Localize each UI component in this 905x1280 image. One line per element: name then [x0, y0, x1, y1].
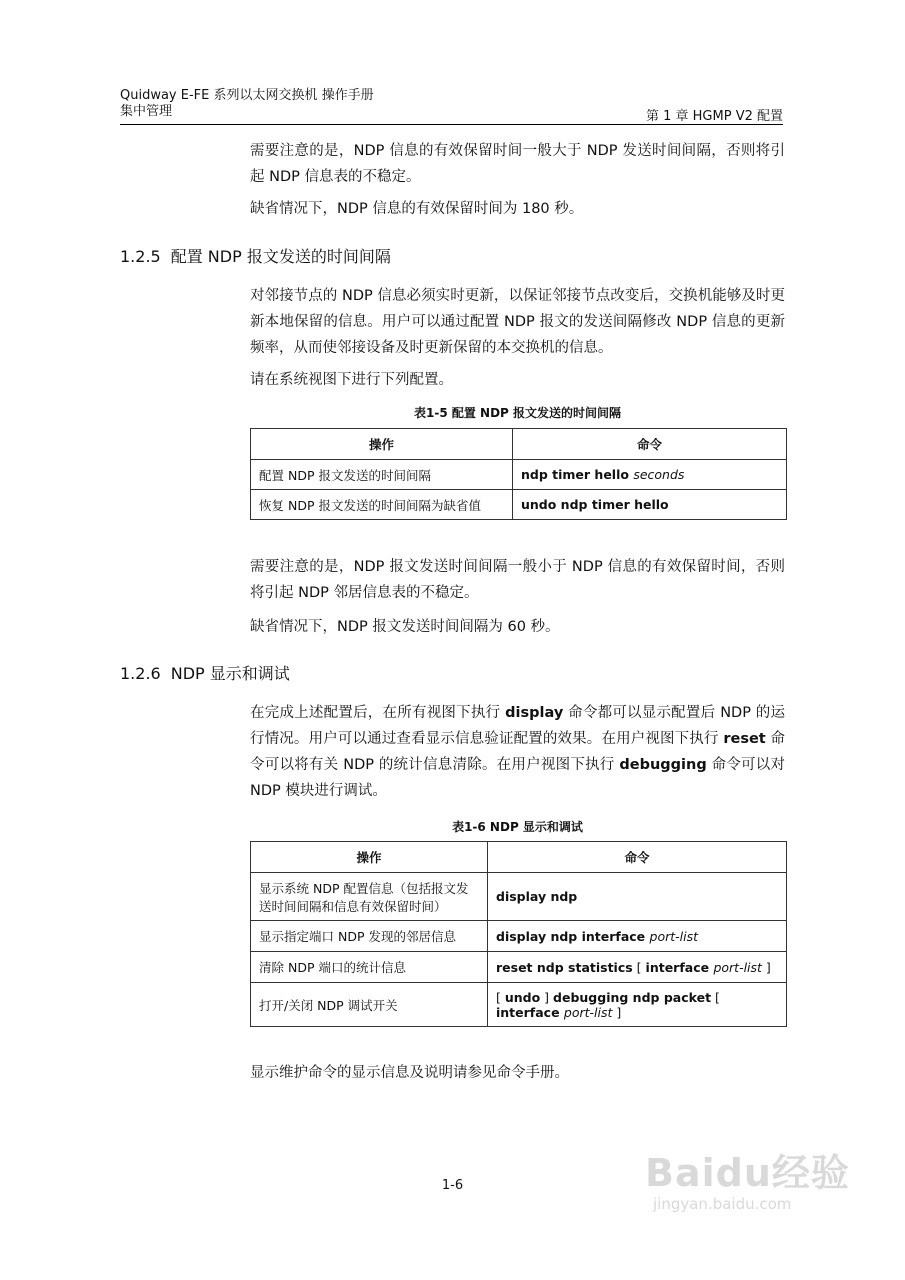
command-cell: [513, 490, 787, 520]
table-row: [251, 983, 787, 1027]
chapter-title: 第 1 章 HGMP V2 配置: [645, 109, 783, 124]
header-rule: [120, 124, 783, 125]
command-keyword: interface: [496, 1004, 560, 1020]
column-header-operation: 操作: [251, 842, 488, 873]
intro-paragraph-2: 缺省情况下，NDP 信息的有效保留时间为 180 秒。: [250, 201, 584, 217]
display-keyword: display: [505, 705, 564, 721]
table-caption-1-5: 表1-5 配置 NDP 报文发送的时间间隔: [413, 406, 621, 420]
command-cell: [513, 460, 787, 490]
watermark-logo: Baidu经验: [645, 1151, 850, 1195]
operation-cell: 显示指定端口 NDP 发现的邻居信息: [251, 921, 488, 952]
section-number: 1.2.6: [120, 664, 161, 683]
command-keyword: display ndp interface: [496, 928, 646, 944]
section-125-paragraph-1: 对邻接节点的 NDP 信息必须实时更新，以保证邻接节点改变后，交换机能够及时更新本地保留的信息。用户可以通过配置 NDP 报文的发送间隔修改 NDP 信息的更新频率，从而使邻接设备及时更新保留的本交换机的信息。: [250, 288, 785, 356]
command-cell: reset ndp statistics [ interface port-list ]: [488, 952, 787, 983]
command-keyword: ndp timer hello: [521, 467, 629, 482]
intro-paragraph-1: 需要注意的是，NDP 信息的有效保留时间一般大于 NDP 发送时间间隔，否则将引起 NDP 信息表的不稳定。: [250, 143, 785, 185]
watermark-url: jingyan.baidu.com: [653, 1195, 792, 1213]
baidu-jingyan-watermark: [645, 1142, 855, 1213]
command-argument: port-list: [649, 928, 699, 944]
operation-cell: 打开/关闭 NDP 调试开关: [251, 983, 488, 1027]
command-keyword: debugging ndp packet: [553, 989, 712, 1005]
command-keyword: reset ndp statistics: [496, 959, 633, 975]
table-row: [251, 873, 787, 921]
table-caption-1-6: 表1-6 NDP 显示和调试: [452, 820, 583, 834]
running-header-left: [120, 88, 374, 120]
table-header-row: [251, 842, 787, 873]
command-keyword: display ndp: [496, 889, 578, 904]
section-heading-125: [120, 244, 391, 267]
command-cell: [ undo ] debugging ndp packet [ interface port-list ]: [488, 983, 787, 1027]
section-125-paragraph-3: 需要注意的是，NDP 报文发送时间间隔一般小于 NDP 信息的有效保留时间，否则将引起 NDP 邻居信息表的不稳定。: [250, 559, 785, 601]
table-row: [251, 952, 787, 983]
reset-keyword: reset: [723, 731, 766, 747]
section-126-paragraph-2: 显示维护命令的显示信息及说明请参见命令手册。: [250, 1065, 569, 1081]
command-cell: [488, 921, 787, 952]
manual-title: Quidway E-FE 系列以太网交换机 操作手册: [120, 88, 374, 103]
operation-cell: 显示系统 NDP 配置信息（包括报文发送时间间隔和信息有效保留时间）: [251, 873, 488, 921]
page-number: 1-6: [441, 1178, 464, 1193]
table-row: [251, 490, 787, 520]
command-cell: [488, 873, 787, 921]
command-argument: seconds: [633, 467, 685, 482]
table-row: [251, 921, 787, 952]
section-number: 1.2.5: [120, 247, 161, 266]
command-keyword: interface: [645, 959, 710, 975]
operation-cell: 配置 NDP 报文发送的时间间隔: [251, 460, 513, 490]
command-keyword: undo ndp timer hello: [521, 497, 669, 512]
table-1-5: [250, 428, 787, 520]
section-126-paragraph-1: 在完成上述配置后，在所有视图下执行 display 命令都可以显示配置后 NDP 的运行情况。用户可以通过查看显示信息验证配置的效果。在用户视图下执行 reset 命令可以将有关 NDP 的统计信息清除。在用户视图下执行 debugging 命令可以对 NDP 模块进行调试。: [250, 705, 786, 799]
column-header-command: 命令: [513, 429, 787, 460]
section-title: 配置 NDP 报文发送的时间间隔: [170, 247, 391, 266]
operation-cell: 清除 NDP 端口的统计信息: [251, 952, 488, 983]
debugging-keyword: debugging: [619, 757, 707, 773]
command-argument: port-list: [713, 959, 762, 975]
column-header-command: 命令: [488, 842, 787, 873]
operation-cell: 恢复 NDP 报文发送的时间间隔为缺省值: [251, 490, 513, 520]
command-argument: port-list: [563, 1004, 613, 1020]
table-header-row: [251, 429, 787, 460]
table-1-6: [250, 841, 787, 1027]
manual-part: 集中管理: [120, 104, 173, 119]
column-header-operation: 操作: [251, 429, 513, 460]
table-row: [251, 460, 787, 490]
command-keyword: undo: [504, 989, 541, 1005]
section-heading-126: [120, 661, 290, 684]
section-125-paragraph-4: 缺省情况下，NDP 报文发送时间间隔为 60 秒。: [250, 619, 560, 635]
section-125-paragraph-2: 请在系统视图下进行下列配置。: [250, 372, 453, 388]
section-title: NDP 显示和调试: [170, 664, 290, 683]
